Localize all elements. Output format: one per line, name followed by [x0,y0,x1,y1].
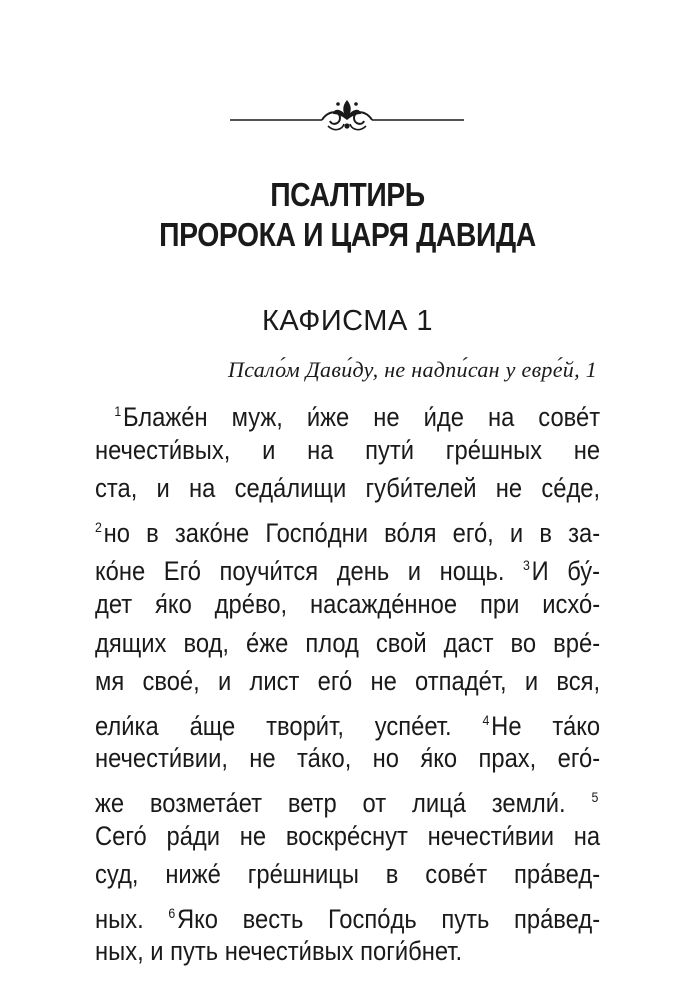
text-line [95,392,600,431]
verse-number: 4 [482,711,490,728]
line-text: дет я́ко дре́во, насажде́нное при исхо́- [95,588,601,619]
line-text: же возмета́ет ветр от лица́ земли́. [95,787,566,818]
text-line [95,546,600,585]
line-text: ных, и путь нечести́вых поги́бнет. [95,936,463,967]
line-text: ных. [95,903,144,934]
verse-number: 6 [168,904,176,921]
verse-number: 5 [591,788,599,805]
psalm-text [95,392,600,971]
kathisma-heading: КАФИСМА 1 [262,305,433,337]
text-line [95,778,600,817]
line-text: Сего́ ра́ди не воскре́снут нечести́вии на [95,820,601,851]
verse-number: 1 [114,403,122,419]
line-text: но в зако́не Госпо́дни во́ля его́, и в за- [103,517,601,548]
text-line [95,469,600,508]
line-text: Не та́ко [491,710,601,741]
line-text: ели́ка а́ще твори́т, успе́ет. [95,710,452,741]
line-text: ста, и на седа́лищи губи́телей не се́де, [95,473,601,504]
text-line [95,894,600,933]
text-line [95,431,600,470]
text-line [95,701,600,740]
page-title-line-2: ПРОРОКА И ЦАРЯ ДАВИДА [159,216,536,253]
text-line [95,585,600,624]
text-line [95,662,600,701]
line-text: И бу́- [531,556,601,587]
text-line [95,855,600,894]
line-text: мя свое́, и лист его́ не отпаде́т, и вся, [95,666,601,697]
line-text: нечести́вых, и на пути́ гре́шных не [95,434,601,465]
text-line [95,508,600,547]
line-text: Яко весть Госпо́дь путь пра́вед- [176,903,601,934]
text-line [95,817,600,856]
text-line [95,932,600,971]
text-line [95,739,600,778]
verse-number: 2 [95,518,102,535]
line-text: Блаже́н муж, и́же не и́де на сове́т [122,402,601,432]
floral-divider-ornament-icon [230,96,464,140]
line-text: дящих вод, е́же плод свой даст во вре́- [95,627,601,658]
verse-number: 3 [522,557,530,574]
line-text: суд, ниже́ гре́шницы в сове́т пра́вед- [95,859,601,890]
text-line [95,624,600,663]
psalm-heading: Псало́м Дави́ду, не надпи́сан у евре́й, 1 [228,357,597,382]
line-text: нечести́вии, не та́ко, но я́ко прах, его́- [95,743,601,774]
page-title-line-1: ПСАЛТИРЬ [270,176,425,213]
line-text: ко́не Его́ поучи́тся день и нощь. [95,556,505,587]
